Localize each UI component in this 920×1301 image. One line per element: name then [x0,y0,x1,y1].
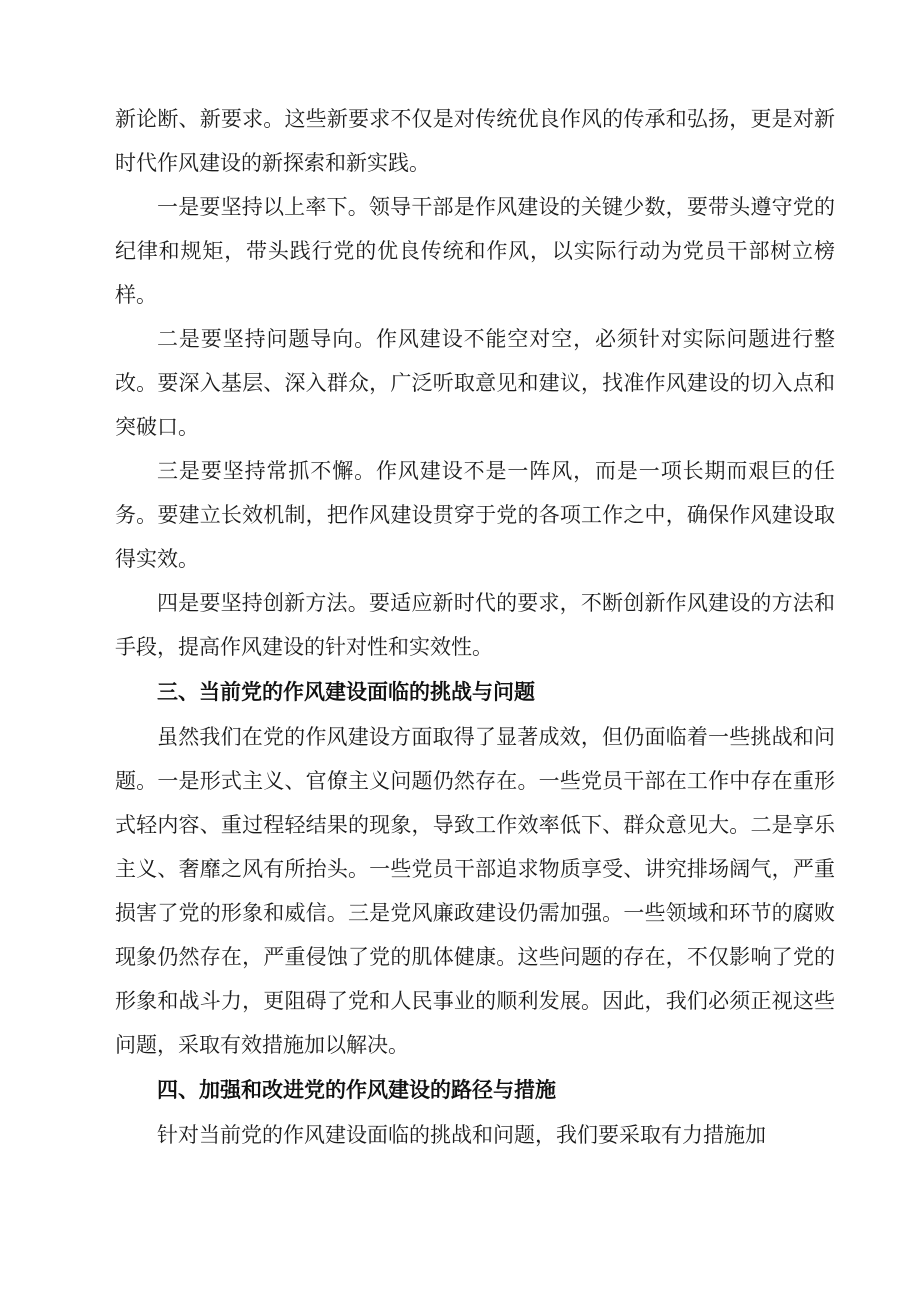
paragraph-point-two: 二是要坚持问题导向。作风建设不能空对空，必须针对实际问题进行整改。要深入基层、深入群众，广泛听取意见和建议，找准作风建设的切入点和突破口。 [115,327,835,439]
section-heading-four: 四、加强和改进党的作风建设的路径与措施 [157,1078,556,1102]
document-page [115,97,835,1157]
paragraph-point-three: 三是要坚持常抓不懈。作风建设不是一阵风，而是一项长期而艰巨的任务。要建立长效机制，把作风建设贯穿于党的各项工作之中，确保作风建设取得实效。 [115,459,835,571]
section-heading-three: 三、当前党的作风建设面临的挑战与问题 [157,680,535,704]
paragraph-challenges: 虽然我们在党的作风建设方面取得了显著成效，但仍面临着一些挑战和问题。一是形式主义、官僚主义问题仍然存在。一些党员干部在工作中存在重形式轻内容、重过程轻结果的现象，导致工作效率低下、群众意见大。二是享乐主义、奢靡之风有所抬头。一些党员干部追求物质享受、讲究排场阔气，严重损害了党的形象和威信。三是党风廉政建设仍需加强。一些领域和环节的腐败现象仍然存在，严重侵蚀了党的肌体健康。这些问题的存在，不仅影响了党的形象和战斗力，更阻碍了党和人民事业的顺利发展。因此，我们必须正视这些问题，采取有效措施加以解决。 [115,725,835,1057]
paragraph-point-four: 四是要坚持创新方法。要适应新时代的要求，不断创新作风建设的方法和手段，提高作风建设的针对性和实效性。 [115,591,835,659]
paragraph-intro: 新论断、新要求。这些新要求不仅是对传统优良作风的传承和弘扬，更是对新时代作风建设的新探索和新实践。 [115,107,835,175]
paragraph-point-one: 一是要坚持以上率下。领导干部是作风建设的关键少数，要带头遵守党的纪律和规矩，带头践行党的优良传统和作风，以实际行动为党员干部树立榜样。 [115,195,835,307]
paragraph-measures: 针对当前党的作风建设面临的挑战和问题，我们要采取有力措施加 [157,1123,766,1147]
